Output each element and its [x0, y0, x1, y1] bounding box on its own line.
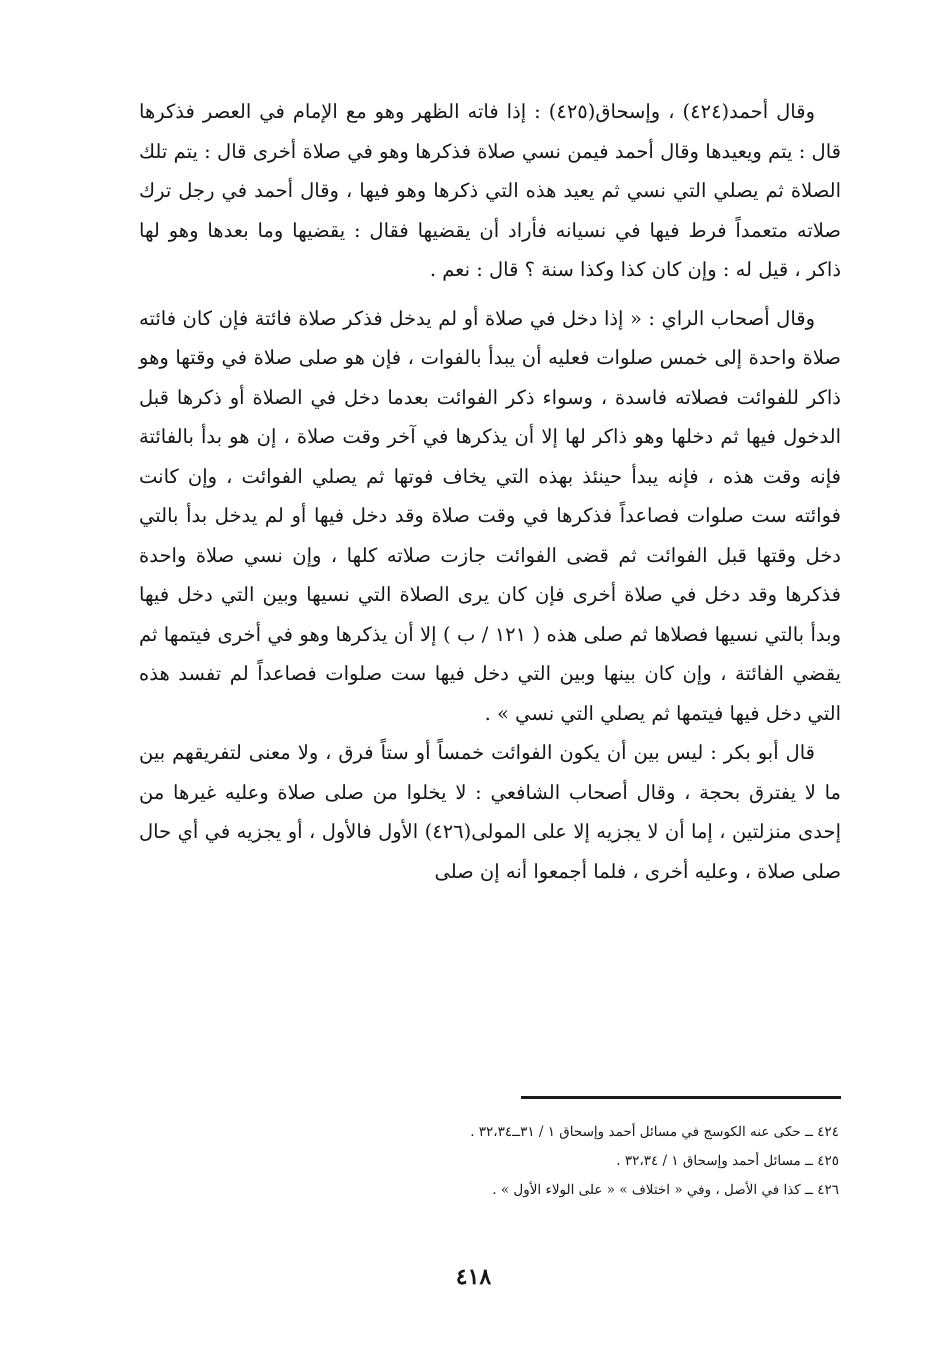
paragraph-2: وقال أصحاب الراي : « إذا دخل في صلاة أو لم يدخل فذكر صلاة فائتة فإن كان فائته صلاة واحدة إلى خمس صلوات فعليه أن يبدأ بالفوات ، فإن هو صلى صلاة في وقتها وهو ذاكر للفوائت فصلاته فاسدة ، وسواء ذكر الفوائت بعدما دخل في الصلاة أو ذكرها قبل الدخول فيها ثم دخلها وهو ذاكر لها إلا أن يذكرها في آخر وقت صلاة ، إن هو بدأ بالفائتة فإنه وقت هذه ، فإنه يبدأ حينئذ بهذه التي يخاف فوتها ثم يصلي الفوائت ، وإن كانت فوائته ست صلوات فصاعداً فذكرها في وقت صلاة وقد دخل فيها أو لم يدخل بدأ بالتي دخل وقتها قبل الفوائت ثم قضى الفوائت جازت صلاته كلها ، وإن نسي صلاة واحدة فذكرها وقد دخل في صلاة أخرى فإن كان يرى الصلاة التي نسيها وبين التي دخل فيها وبدأ بالتي نسيها فصلاها ثم صلى هذه ( ١٢١ / ب ) إلا أن يذكرها وهو في أخرى فيتمها ثم يقضي الفائتة ، وإن كان بينها وبين التي دخل فيها ست صلوات فصاعداً لم تفسد هذه التي دخل فيها فيتمها ثم يصلي التي نسي » . [139, 306, 841, 725]
footnote-divider [521, 1096, 841, 1099]
paragraph-3: قال أبو بكر : ليس بين أن يكون الفوائت خمساً أو ستاً فرق ، ولا معنى لتفريقهم بين ما لا يفترق بحجة ، وقال أصحاب الشافعي : لا يخلوا من صلى صلاة وعليه غيرها من إحدى منزلتين ، إما أن لا يجزيه إلا على المولى(٤٢٦) الأول فالأول ، أو يجزيه في أي حال صلى صلاة ، وعليه أخرى ، فلما أجمعوا أنه إن صلى [139, 741, 841, 883]
footnote-426: ٤٢٦ ــ كذا في الأصل ، وفي « اختلاف » « على الولاء الأول » . [492, 1182, 839, 1198]
footnotes-section [141, 1118, 841, 1205]
footnote-425: ٤٢٥ ــ مسائل أحمد وإسحاق ١ / ٣٢،٣٤ . [616, 1153, 839, 1169]
footnote-424: ٤٢٤ ــ حكى عنه الكوسج في مسائل أحمد وإسحاق ١ / ٣١ــ٣٢،٣٤ . [470, 1124, 839, 1140]
page-number: ٤١٨ [455, 1264, 492, 1290]
paragraph-1: وقال أحمد(٤٢٤) ، وإسحاق(٤٢٥) : إذا فاته الظهر وهو مع الإمام في العصر فذكرها قال : يتم ويعيدها وقال أحمد فيمن نسي صلاة فذكرها وهو في صلاة أخرى قال : يتم تلك الصلاة ثم يصلي التي نسي ثم يعيد هذه التي ذكرها وهو فيها ، وقال أحمد في رجل ترك صلاته متعمداً فرط فيها في نسيانه فأراد أن يقضيها فقال : يقضيها وما بعدها وهو لها ذاكر ، قيل له : وإن كان كذا وكذا سنة ؟ قال : نعم . [139, 100, 841, 281]
main-text-body [139, 92, 841, 891]
